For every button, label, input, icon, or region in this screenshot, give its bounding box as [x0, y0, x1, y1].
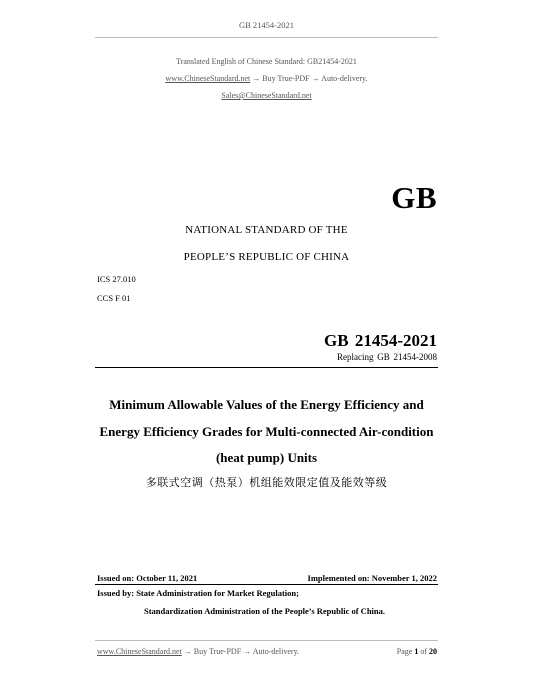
buy-pdf-text: Buy True-PDF	[262, 74, 310, 83]
title-line-2: Energy Efficiency Grades for Multi-connected Air-condition	[99, 424, 434, 439]
issued-date: Issued on: October 11, 2021	[97, 573, 198, 583]
national-standard-line-1: NATIONAL STANDARD OF THE	[185, 224, 348, 236]
title-line-1: Minimum Allowable Values of the Energy Efficiency and	[109, 397, 424, 412]
footer-purchase-line	[97, 647, 299, 656]
issued-by-line-2: Standardization Administration of the People’s Republic of China.	[144, 606, 386, 616]
footer-auto-text: Auto-delivery.	[252, 647, 300, 656]
national-standard-line-2: PEOPLE’S REPUBLIC OF CHINA	[183, 251, 350, 263]
page-label: Page	[396, 647, 413, 656]
arrow-icon: →	[243, 647, 252, 656]
header-divider	[95, 37, 438, 38]
replacing-note: Replacing GB 21454-2008	[337, 352, 437, 362]
issued-by-line-1: Issued by: State Administration for Market Regulation;	[97, 588, 299, 598]
purchase-line	[0, 74, 533, 83]
arrow-icon: →	[183, 647, 192, 656]
arrow-icon: →	[311, 74, 320, 83]
implemented-date: Implemented on: November 1, 2022	[307, 573, 437, 583]
page-number: 1	[414, 647, 419, 656]
issue-divider	[95, 584, 438, 585]
gb-mark: GB	[391, 180, 437, 215]
page-indicator	[397, 647, 437, 656]
site-link[interactable]: www.ChineseStandard.net	[165, 74, 251, 83]
footer-buy-text: Buy True-PDF	[193, 647, 242, 656]
auto-delivery-text: Auto-delivery.	[321, 74, 368, 83]
running-header: GB 21454-2021	[238, 20, 294, 30]
standard-number: GB 21454-2021	[324, 331, 437, 350]
ics-code: ICS 27.010	[97, 274, 136, 284]
footer-site-link[interactable]: www.ChineseStandard.net	[97, 647, 182, 656]
chinese-title: 多联式空调（热泵）机组能效限定值及能效等级	[145, 476, 388, 489]
title-line-3: (heat pump) Units	[215, 450, 318, 465]
email-line	[0, 91, 533, 100]
email-link[interactable]: Sales@ChineseStandard.net	[221, 91, 312, 100]
ccs-code: CCS F 01	[97, 293, 131, 303]
title-divider	[95, 367, 438, 368]
footer-divider	[95, 640, 438, 641]
page-total: 20	[429, 647, 437, 656]
arrow-icon: →	[252, 74, 261, 83]
translation-notice: Translated English of Chinese Standard: GB21454-2021	[176, 57, 357, 66]
of-label: of	[420, 647, 427, 656]
